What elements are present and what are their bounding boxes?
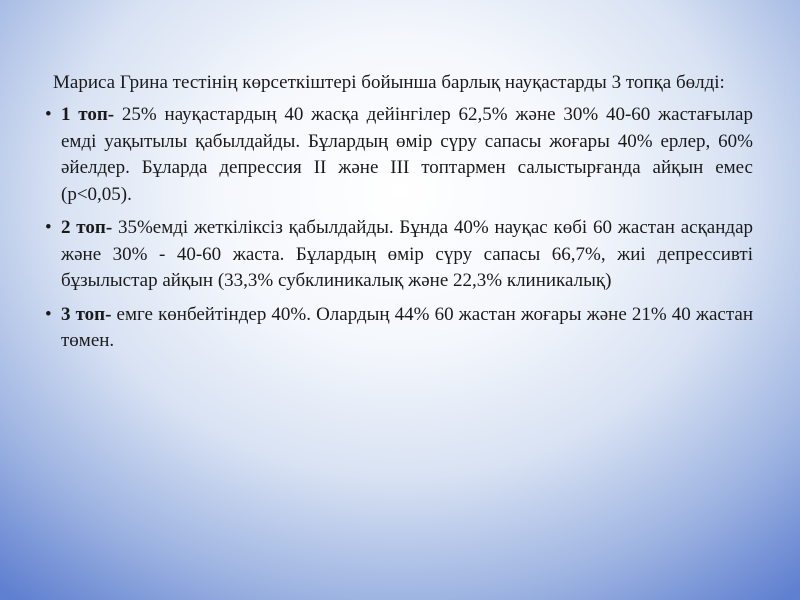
group-label: 3 топ- <box>61 303 112 325</box>
group-list <box>45 102 754 355</box>
bullet-icon: • <box>45 303 52 325</box>
bullet-icon: • <box>45 104 52 125</box>
group-item-3 <box>45 302 754 355</box>
group-description: 25% науқастардың 40 жасқа дейінгілер 62,5% және 30% 40-60 жастағылар емді уақытылы қабылдайды. Бұлардың өмір сүру сапасы жоғары 40% ерлер, 60% әйелдер. Бұларда депрессия II және III топтармен салыстырғанда айқын емес (p<0,05). <box>61 104 753 205</box>
group-item-2 <box>45 215 754 295</box>
intro-paragraph: Мариса Грина тестінің көрсеткіштері бойынша барлық науқастарды 3 топқа бөлді: <box>53 72 725 93</box>
group-label: 1 топ- <box>61 104 115 125</box>
group-item-1 <box>45 102 753 208</box>
group-description: емге көнбейтіндер 40%. Олардың 44% 60 жастан жоғары және 21% 40 жастан төмен. <box>61 303 754 351</box>
group-label: 2 топ- <box>61 217 113 238</box>
slide-body <box>45 70 754 362</box>
bullet-icon: • <box>45 217 52 238</box>
group-description: 35%емді жеткіліксіз қабылдайды. Бұнда 40% науқас көбі 60 жастан асқандар және 30% - 40-60 жаста. Бұлардың өмір сүру сапасы 66,7%, жиі депрессивті бұзылыстар айқын (33,3% субклиникалық және 22,3% клиникалық) <box>61 217 754 291</box>
